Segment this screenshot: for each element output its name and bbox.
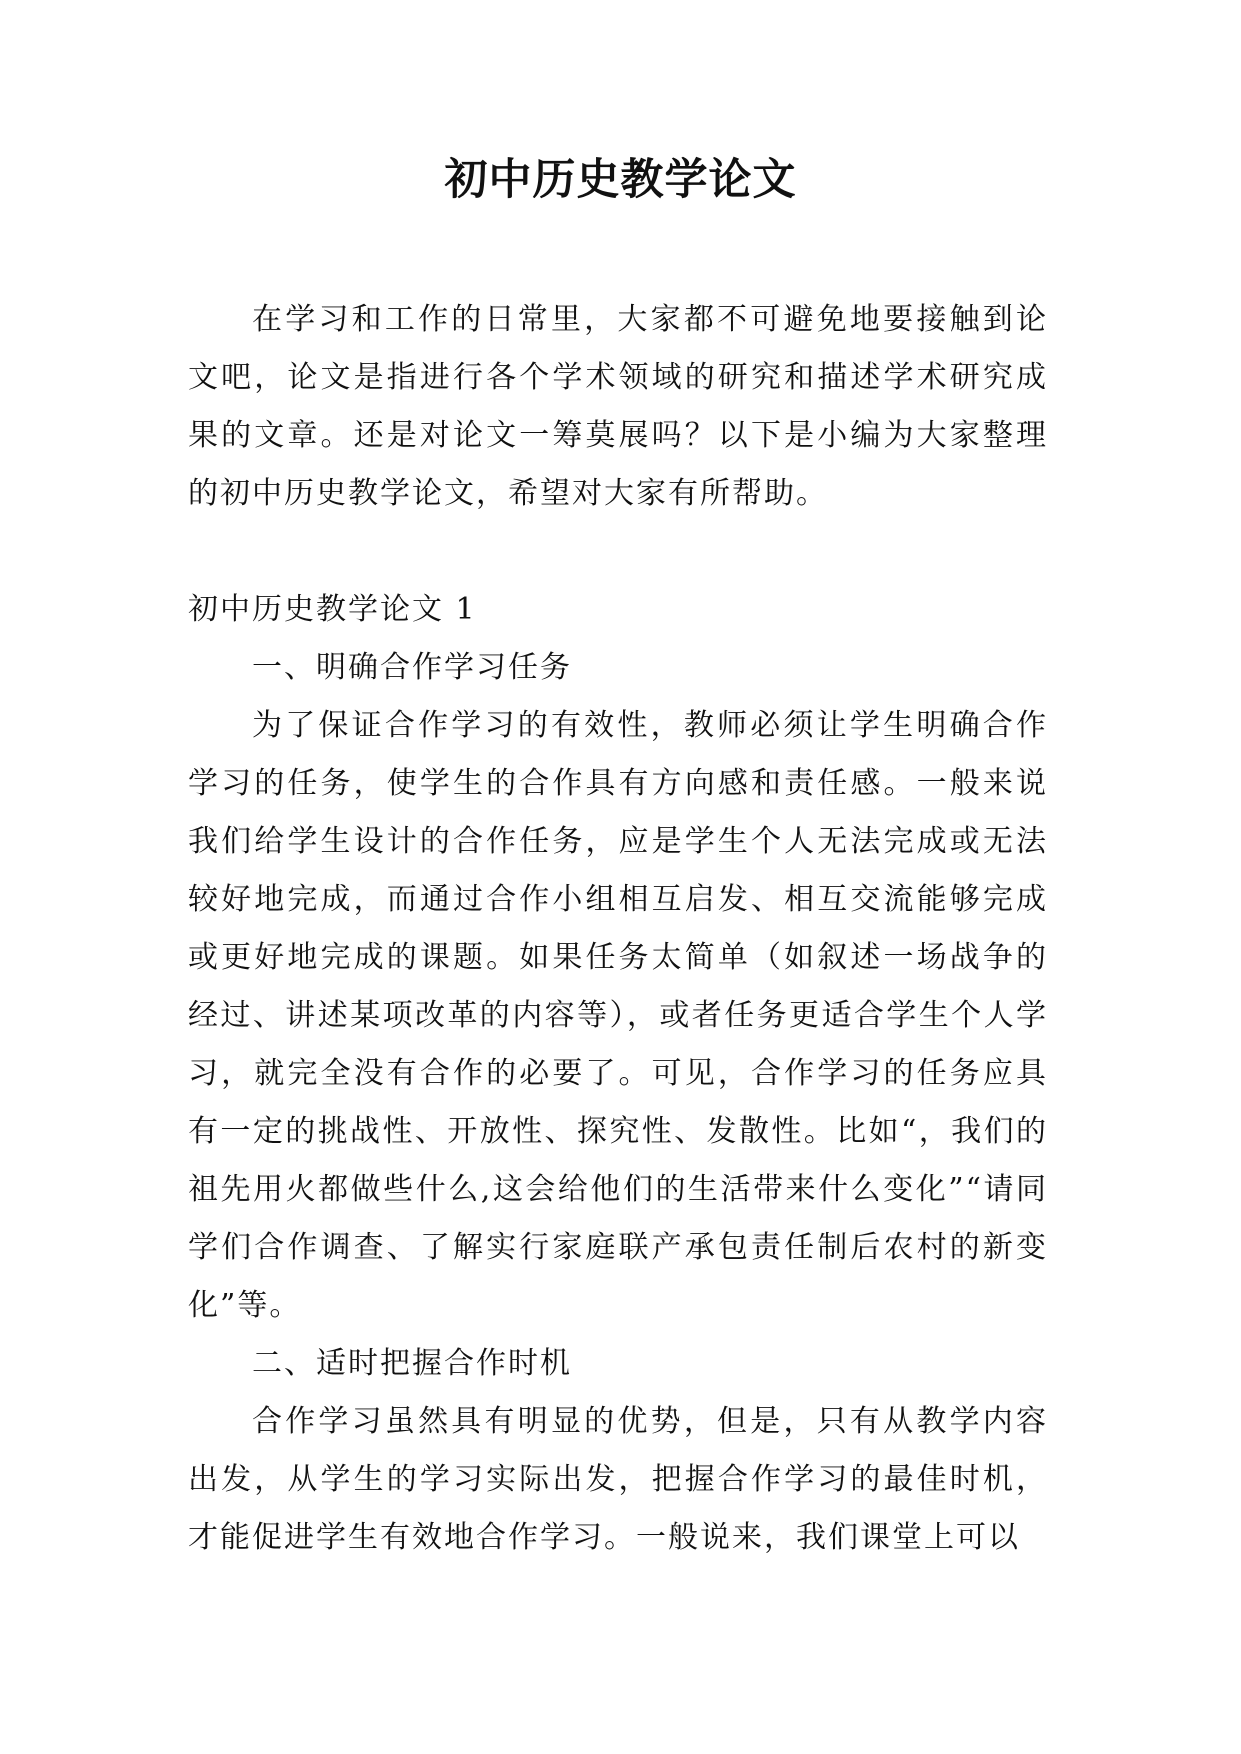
document-title: 初中历史教学论文 xyxy=(444,155,797,205)
section-heading-1: 一、明确合作学习任务 xyxy=(252,650,572,685)
section-title: 初中历史教学论文 1 xyxy=(188,592,477,627)
section-heading-2: 二、适时把握合作时机 xyxy=(252,1346,572,1381)
intro-paragraph: 在学习和工作的日常里，大家都不可避免地要接触到论文吧，论文是指进行各个学术领域的研究和描述学术研究成果的文章。还是对论文一筹莫展吗？以下是小编为大家整理的初中历史教学论文，希望对大家有所帮助。 xyxy=(188,302,1048,511)
body-paragraph-1: 为了保证合作学习的有效性，教师必须让学生明确合作学习的任务，使学生的合作具有方向感和责任感。一般来说我们给学生设计的合作任务，应是学生个人无法完成或无法较好地完成，而通过合作小组相互启发、相互交流能够完成或更好地完成的课题。如果任务太简单（如叙述一场战争的经过、讲述某项改革的内容等），或者任务更适合学生个人学习，就完全没有合作的必要了。可见，合作学习的任务应具有一定的挑战性、开放性、探究性、发散性。比如“，我们的祖先用火都做些什么,这会给他们的生活带来什么变化”“请同学们合作调查、了解实行家庭联产承包责任制后农村的新变化”等。 xyxy=(188,708,1048,1323)
body-paragraph-2: 合作学习虽然具有明显的优势，但是，只有从教学内容出发，从学生的学习实际出发，把握合作学习的最佳时机，才能促进学生有效地合作学习。一般说来，我们课堂上可以 xyxy=(188,1404,1048,1555)
document-body xyxy=(188,291,1048,1567)
